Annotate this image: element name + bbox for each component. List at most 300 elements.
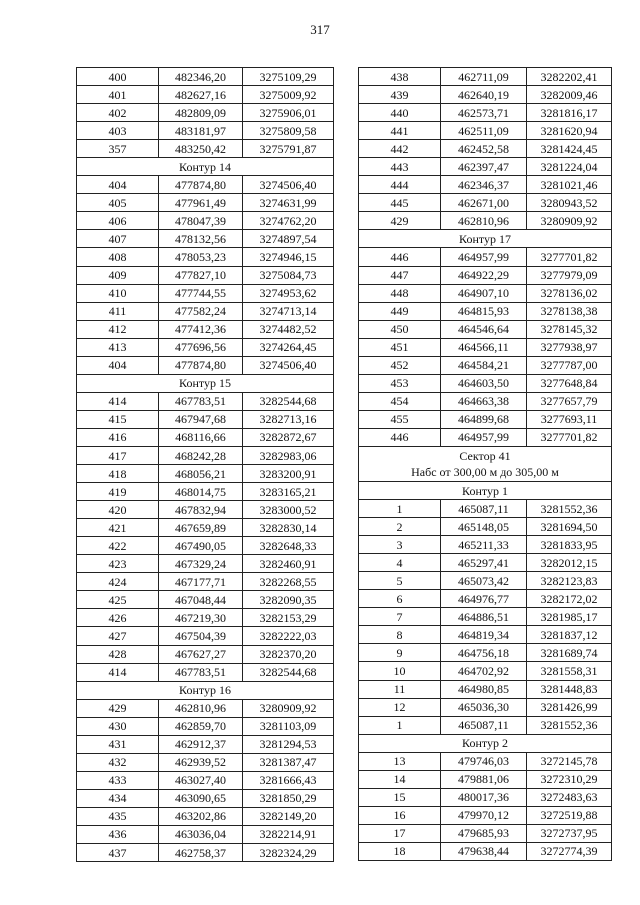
x-coordinate-cell: 477874,80: [159, 176, 243, 194]
point-number-cell: 405: [77, 194, 159, 212]
point-number-cell: 419: [77, 483, 159, 501]
y-coordinate-cell: 3281021,46: [527, 176, 612, 194]
x-coordinate-cell: 464957,99: [441, 428, 527, 446]
y-coordinate-cell: 3281426,99: [527, 698, 612, 716]
table-row: [359, 374, 612, 392]
x-coordinate-cell: 477744,55: [159, 284, 243, 302]
point-number-cell: 449: [359, 302, 441, 320]
table-row: [77, 844, 334, 862]
y-coordinate-cell: 3277938,97: [527, 338, 612, 356]
point-number-cell: 413: [77, 338, 159, 356]
table-row: [77, 212, 334, 230]
table-row: [359, 410, 612, 428]
contour-header-row: [359, 230, 612, 248]
table-row: [359, 338, 612, 356]
point-number-cell: 404: [77, 356, 159, 374]
point-number-cell: 16: [359, 806, 441, 824]
x-coordinate-cell: 482809,09: [159, 104, 243, 122]
point-number-cell: 415: [77, 410, 159, 428]
point-number-cell: 427: [77, 627, 159, 645]
table-row: [359, 104, 612, 122]
x-coordinate-cell: 477827,10: [159, 266, 243, 284]
point-number-cell: 443: [359, 158, 441, 176]
y-coordinate-cell: 3281448,83: [527, 680, 612, 698]
table-row: [77, 699, 334, 717]
point-number-cell: 414: [77, 392, 159, 410]
point-number-cell: 357: [77, 140, 159, 158]
x-coordinate-cell: 464663,38: [441, 392, 527, 410]
y-coordinate-cell: 3272310,29: [527, 770, 612, 788]
table-row: [359, 158, 612, 176]
table-row: [359, 644, 612, 662]
contour-header: Контур 14: [77, 158, 334, 176]
table-row: [77, 392, 334, 410]
table-row: [77, 573, 334, 591]
x-coordinate-cell: 464976,77: [441, 590, 527, 608]
y-coordinate-cell: 3272145,78: [527, 752, 612, 770]
x-coordinate-cell: 464584,21: [441, 356, 527, 374]
x-coordinate-cell: 464566,11: [441, 338, 527, 356]
x-coordinate-cell: 467659,89: [159, 519, 243, 537]
y-coordinate-cell: 3282830,14: [243, 519, 334, 537]
table-row: [77, 122, 334, 140]
y-coordinate-cell: 3281816,17: [527, 104, 612, 122]
y-coordinate-cell: 3281558,31: [527, 662, 612, 680]
y-coordinate-cell: 3282648,33: [243, 537, 334, 555]
contour-header-row: [359, 734, 612, 752]
table-row: [359, 752, 612, 770]
table-row: [77, 483, 334, 501]
x-coordinate-cell: 462397,47: [441, 158, 527, 176]
point-number-cell: 414: [77, 663, 159, 681]
point-number-cell: 441: [359, 122, 441, 140]
y-coordinate-cell: 3282214,91: [243, 825, 334, 843]
x-coordinate-cell: 464815,93: [441, 302, 527, 320]
x-coordinate-cell: 482346,20: [159, 68, 243, 86]
table-row: [77, 302, 334, 320]
table-row: [359, 770, 612, 788]
table-row: [359, 518, 612, 536]
y-coordinate-cell: 3274482,52: [243, 320, 334, 338]
x-coordinate-cell: 462810,96: [441, 212, 527, 230]
point-number-cell: 408: [77, 248, 159, 266]
x-coordinate-cell: 462912,37: [159, 735, 243, 753]
x-coordinate-cell: 465087,11: [441, 500, 527, 518]
x-coordinate-cell: 467177,71: [159, 573, 243, 591]
table-row: [77, 68, 334, 86]
x-coordinate-cell: 465297,41: [441, 554, 527, 572]
table-row: [359, 626, 612, 644]
point-number-cell: 422: [77, 537, 159, 555]
y-coordinate-cell: 3275109,29: [243, 68, 334, 86]
y-coordinate-cell: 3274713,14: [243, 302, 334, 320]
y-coordinate-cell: 3272774,39: [527, 842, 612, 860]
x-coordinate-cell: 468014,75: [159, 483, 243, 501]
table-row: [77, 591, 334, 609]
table-row: [77, 825, 334, 843]
y-coordinate-cell: 3272519,88: [527, 806, 612, 824]
y-coordinate-cell: 3281666,43: [243, 771, 334, 789]
table-row: [77, 230, 334, 248]
x-coordinate-cell: 467219,30: [159, 609, 243, 627]
point-number-cell: 9: [359, 644, 441, 662]
y-coordinate-cell: 3274264,45: [243, 338, 334, 356]
point-number-cell: 430: [77, 717, 159, 735]
table-row: [359, 248, 612, 266]
point-number-cell: 3: [359, 536, 441, 554]
table-row: [77, 807, 334, 825]
table-row: [359, 140, 612, 158]
point-number-cell: 448: [359, 284, 441, 302]
point-number-cell: 424: [77, 573, 159, 591]
table-row: [77, 771, 334, 789]
y-coordinate-cell: 3281620,94: [527, 122, 612, 140]
y-coordinate-cell: 3281552,36: [527, 716, 612, 734]
x-coordinate-cell: 464819,34: [441, 626, 527, 644]
y-coordinate-cell: 3282172,02: [527, 590, 612, 608]
table-row: [77, 410, 334, 428]
x-coordinate-cell: 478053,23: [159, 248, 243, 266]
x-coordinate-cell: 467947,68: [159, 410, 243, 428]
table-row: [359, 266, 612, 284]
x-coordinate-cell: 464603,50: [441, 374, 527, 392]
x-coordinate-cell: 477961,49: [159, 194, 243, 212]
x-coordinate-cell: 478132,56: [159, 230, 243, 248]
y-coordinate-cell: 3282202,41: [527, 68, 612, 86]
y-coordinate-cell: 3282713,16: [243, 410, 334, 428]
point-number-cell: 452: [359, 356, 441, 374]
point-number-cell: 437: [77, 844, 159, 862]
x-coordinate-cell: 477696,56: [159, 338, 243, 356]
x-coordinate-cell: 465036,30: [441, 698, 527, 716]
point-number-cell: 5: [359, 572, 441, 590]
x-coordinate-cell: 462511,09: [441, 122, 527, 140]
table-row: [77, 86, 334, 104]
point-number-cell: 400: [77, 68, 159, 86]
point-number-cell: 426: [77, 609, 159, 627]
point-number-cell: 6: [359, 590, 441, 608]
point-number-cell: 446: [359, 248, 441, 266]
sector-title: Сектор 41: [459, 448, 511, 463]
table-row: [77, 194, 334, 212]
y-coordinate-cell: 3278138,38: [527, 302, 612, 320]
point-number-cell: 423: [77, 555, 159, 573]
x-coordinate-cell: 479881,06: [441, 770, 527, 788]
table-row: [359, 824, 612, 842]
y-coordinate-cell: 3281424,45: [527, 140, 612, 158]
y-coordinate-cell: 3277657,79: [527, 392, 612, 410]
point-number-cell: 435: [77, 807, 159, 825]
y-coordinate-cell: 3281103,09: [243, 717, 334, 735]
point-number-cell: 438: [359, 68, 441, 86]
y-coordinate-cell: 3280909,92: [527, 212, 612, 230]
x-coordinate-cell: 463036,04: [159, 825, 243, 843]
y-coordinate-cell: 3278145,32: [527, 320, 612, 338]
y-coordinate-cell: 3275809,58: [243, 122, 334, 140]
table-row: [359, 554, 612, 572]
y-coordinate-cell: 3277648,84: [527, 374, 612, 392]
contour-header: Контур 17: [359, 230, 612, 248]
x-coordinate-cell: 464957,99: [441, 248, 527, 266]
y-coordinate-cell: 3281294,53: [243, 735, 334, 753]
x-coordinate-cell: 480017,36: [441, 788, 527, 806]
x-coordinate-cell: 464546,64: [441, 320, 527, 338]
y-coordinate-cell: 3274946,15: [243, 248, 334, 266]
table-row: [77, 284, 334, 302]
y-coordinate-cell: 3281837,12: [527, 626, 612, 644]
table-row: [77, 176, 334, 194]
y-coordinate-cell: 3282012,15: [527, 554, 612, 572]
table-row: [359, 788, 612, 806]
x-coordinate-cell: 462939,52: [159, 753, 243, 771]
y-coordinate-cell: 3282222,03: [243, 627, 334, 645]
point-number-cell: 418: [77, 465, 159, 483]
point-number-cell: 444: [359, 176, 441, 194]
x-coordinate-cell: 462711,09: [441, 68, 527, 86]
x-coordinate-cell: 479638,44: [441, 842, 527, 860]
y-coordinate-cell: 3282324,29: [243, 844, 334, 862]
table-row: [359, 302, 612, 320]
x-coordinate-cell: 464886,51: [441, 608, 527, 626]
point-number-cell: 425: [77, 591, 159, 609]
y-coordinate-cell: 3282544,68: [243, 663, 334, 681]
contour-header: Контур 15: [77, 374, 334, 392]
point-number-cell: 446: [359, 428, 441, 446]
point-number-cell: 431: [77, 735, 159, 753]
table-row: [359, 194, 612, 212]
point-number-cell: 445: [359, 194, 441, 212]
table-row: [359, 212, 612, 230]
y-coordinate-cell: 3275009,92: [243, 86, 334, 104]
point-number-cell: 455: [359, 410, 441, 428]
sector-height-range: Набс от 300,00 м до 305,00 м: [411, 464, 559, 479]
table-row: [359, 86, 612, 104]
point-number-cell: 434: [77, 789, 159, 807]
x-coordinate-cell: 464702,92: [441, 662, 527, 680]
point-number-cell: 420: [77, 501, 159, 519]
table-row: [359, 392, 612, 410]
y-coordinate-cell: 3275906,01: [243, 104, 334, 122]
point-number-cell: 417: [77, 446, 159, 464]
point-number-cell: 14: [359, 770, 441, 788]
x-coordinate-cell: 462346,37: [441, 176, 527, 194]
y-coordinate-cell: 3275791,87: [243, 140, 334, 158]
point-number-cell: 440: [359, 104, 441, 122]
x-coordinate-cell: 479685,93: [441, 824, 527, 842]
point-number-cell: 428: [77, 645, 159, 663]
x-coordinate-cell: 462758,37: [159, 844, 243, 862]
table-row: [359, 320, 612, 338]
contour-header-row: [77, 681, 334, 699]
table-row: [77, 446, 334, 464]
point-number-cell: 412: [77, 320, 159, 338]
y-coordinate-cell: 3281224,04: [527, 158, 612, 176]
contour-header-row: [77, 158, 334, 176]
x-coordinate-cell: 467627,27: [159, 645, 243, 663]
table-row: [77, 555, 334, 573]
point-number-cell: 453: [359, 374, 441, 392]
y-coordinate-cell: 3283000,52: [243, 501, 334, 519]
table-row: [77, 789, 334, 807]
y-coordinate-cell: 3281387,47: [243, 753, 334, 771]
table-row: [359, 176, 612, 194]
coordinates-table-left: [76, 67, 334, 862]
y-coordinate-cell: 3277701,82: [527, 248, 612, 266]
y-coordinate-cell: 3282983,06: [243, 446, 334, 464]
x-coordinate-cell: 464899,68: [441, 410, 527, 428]
y-coordinate-cell: 3282009,46: [527, 86, 612, 104]
table-row: [359, 806, 612, 824]
x-coordinate-cell: 462810,96: [159, 699, 243, 717]
point-number-cell: 439: [359, 86, 441, 104]
table-row: [359, 608, 612, 626]
table-row: [359, 284, 612, 302]
table-row: [77, 320, 334, 338]
x-coordinate-cell: 468116,66: [159, 428, 243, 446]
table-row: [359, 572, 612, 590]
y-coordinate-cell: 3281850,29: [243, 789, 334, 807]
point-number-cell: 1: [359, 716, 441, 734]
table-row: [77, 609, 334, 627]
x-coordinate-cell: 478047,39: [159, 212, 243, 230]
y-coordinate-cell: 3283165,21: [243, 483, 334, 501]
y-coordinate-cell: 3281833,95: [527, 536, 612, 554]
table-row: [77, 663, 334, 681]
x-coordinate-cell: 464922,29: [441, 266, 527, 284]
point-number-cell: 429: [77, 699, 159, 717]
y-coordinate-cell: 3278136,02: [527, 284, 612, 302]
y-coordinate-cell: 3282268,55: [243, 573, 334, 591]
point-number-cell: 7: [359, 608, 441, 626]
y-coordinate-cell: 3282090,35: [243, 591, 334, 609]
point-number-cell: 432: [77, 753, 159, 771]
y-coordinate-cell: 3277787,00: [527, 356, 612, 374]
x-coordinate-cell: 464907,10: [441, 284, 527, 302]
x-coordinate-cell: 467504,39: [159, 627, 243, 645]
table-row: [77, 501, 334, 519]
point-number-cell: 404: [77, 176, 159, 194]
table-row: [359, 122, 612, 140]
point-number-cell: 402: [77, 104, 159, 122]
y-coordinate-cell: 3277701,82: [527, 428, 612, 446]
y-coordinate-cell: 3282370,20: [243, 645, 334, 663]
y-coordinate-cell: 3274762,20: [243, 212, 334, 230]
table-row: [77, 519, 334, 537]
y-coordinate-cell: 3274953,62: [243, 284, 334, 302]
table-row: [77, 465, 334, 483]
point-number-cell: 429: [359, 212, 441, 230]
y-coordinate-cell: 3281985,17: [527, 608, 612, 626]
point-number-cell: 410: [77, 284, 159, 302]
y-coordinate-cell: 3280909,92: [243, 699, 334, 717]
point-number-cell: 18: [359, 842, 441, 860]
point-number-cell: 450: [359, 320, 441, 338]
table-row: [77, 627, 334, 645]
table-row: [359, 842, 612, 860]
point-number-cell: 13: [359, 752, 441, 770]
y-coordinate-cell: 3281552,36: [527, 500, 612, 518]
y-coordinate-cell: 3277979,09: [527, 266, 612, 284]
table-row: [359, 356, 612, 374]
contour-header-row: [359, 481, 612, 499]
table-row: [77, 537, 334, 555]
table-row: [77, 645, 334, 663]
table-row: [77, 428, 334, 446]
x-coordinate-cell: 462859,70: [159, 717, 243, 735]
table-row: [77, 248, 334, 266]
x-coordinate-cell: 462640,19: [441, 86, 527, 104]
table-row: [359, 662, 612, 680]
y-coordinate-cell: 3282123,83: [527, 572, 612, 590]
point-number-cell: 4: [359, 554, 441, 572]
table-row: [77, 140, 334, 158]
contour-header: Контур 2: [359, 734, 612, 752]
point-number-cell: 2: [359, 518, 441, 536]
x-coordinate-cell: 465073,42: [441, 572, 527, 590]
point-number-cell: 447: [359, 266, 441, 284]
table-row: [77, 104, 334, 122]
table-row: [77, 717, 334, 735]
page-number: 317: [310, 22, 330, 37]
point-number-cell: 401: [77, 86, 159, 104]
point-number-cell: 8: [359, 626, 441, 644]
y-coordinate-cell: 3275084,73: [243, 266, 334, 284]
point-number-cell: 1: [359, 500, 441, 518]
x-coordinate-cell: 477582,24: [159, 302, 243, 320]
y-coordinate-cell: 3282460,91: [243, 555, 334, 573]
table-row: [359, 68, 612, 86]
y-coordinate-cell: 3282149,20: [243, 807, 334, 825]
x-coordinate-cell: 467490,05: [159, 537, 243, 555]
table-row: [359, 428, 612, 446]
y-coordinate-cell: 3282544,68: [243, 392, 334, 410]
point-number-cell: 12: [359, 698, 441, 716]
y-coordinate-cell: 3274897,54: [243, 230, 334, 248]
point-number-cell: 421: [77, 519, 159, 537]
y-coordinate-cell: 3280943,52: [527, 194, 612, 212]
x-coordinate-cell: 479746,03: [441, 752, 527, 770]
table-row: [359, 698, 612, 716]
point-number-cell: 416: [77, 428, 159, 446]
x-coordinate-cell: 483250,42: [159, 140, 243, 158]
x-coordinate-cell: 465148,05: [441, 518, 527, 536]
x-coordinate-cell: 467783,51: [159, 392, 243, 410]
x-coordinate-cell: 463027,40: [159, 771, 243, 789]
x-coordinate-cell: 464756,18: [441, 644, 527, 662]
contour-header: Контур 1: [359, 481, 612, 499]
y-coordinate-cell: 3281689,74: [527, 644, 612, 662]
table-row: [77, 338, 334, 356]
x-coordinate-cell: 477874,80: [159, 356, 243, 374]
sector-header: [359, 446, 612, 481]
point-number-cell: 454: [359, 392, 441, 410]
x-coordinate-cell: 468056,21: [159, 465, 243, 483]
y-coordinate-cell: 3272483,63: [527, 788, 612, 806]
y-coordinate-cell: 3281694,50: [527, 518, 612, 536]
y-coordinate-cell: 3274506,40: [243, 356, 334, 374]
table-row: [359, 590, 612, 608]
x-coordinate-cell: 482627,16: [159, 86, 243, 104]
x-coordinate-cell: 465211,33: [441, 536, 527, 554]
x-coordinate-cell: 463202,86: [159, 807, 243, 825]
table-row: [359, 716, 612, 734]
x-coordinate-cell: 463090,65: [159, 789, 243, 807]
y-coordinate-cell: 3277693,11: [527, 410, 612, 428]
y-coordinate-cell: 3274506,40: [243, 176, 334, 194]
x-coordinate-cell: 479970,12: [441, 806, 527, 824]
x-coordinate-cell: 467783,51: [159, 663, 243, 681]
x-coordinate-cell: 462452,58: [441, 140, 527, 158]
